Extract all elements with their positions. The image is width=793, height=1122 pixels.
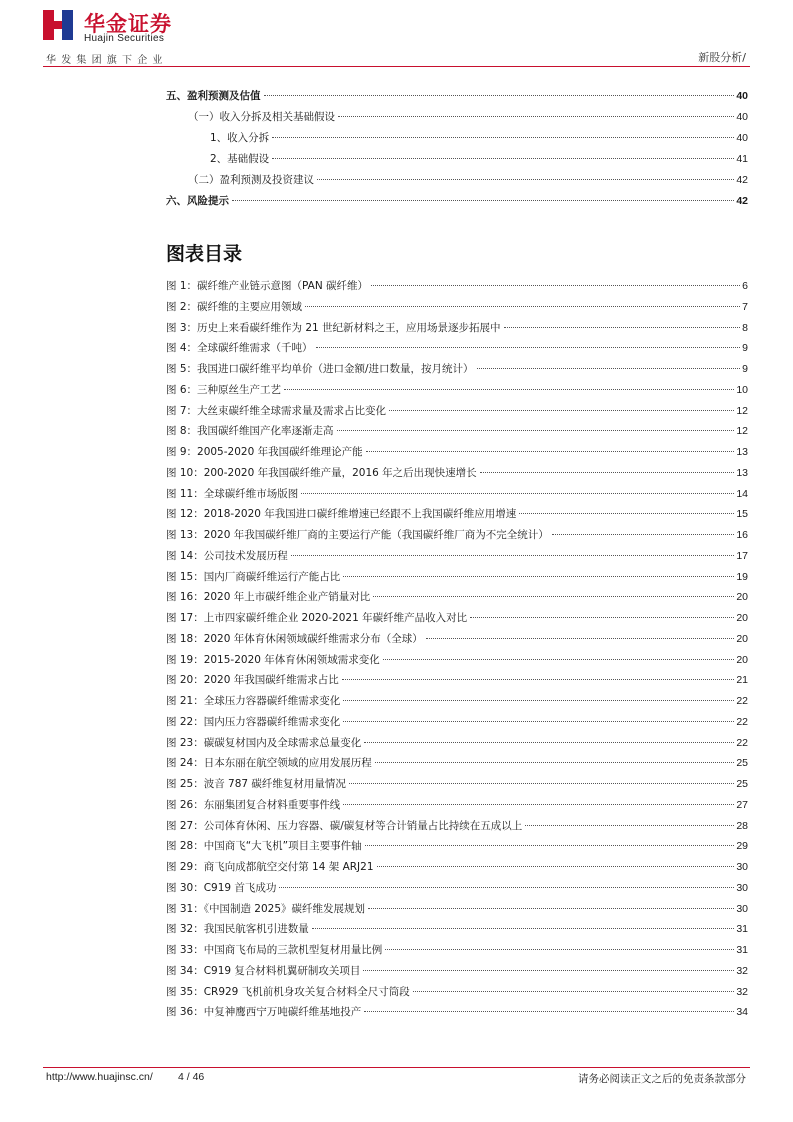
figure-entry-page: 6 [742, 280, 748, 292]
figure-entry-page: 20 [736, 591, 748, 604]
header-divider [43, 66, 750, 67]
figure-entry[interactable] [166, 567, 748, 588]
figure-entry[interactable] [166, 1002, 748, 1023]
dot-leader [343, 700, 734, 701]
dot-leader [363, 970, 734, 971]
dot-leader [232, 200, 734, 201]
dot-leader [504, 327, 741, 328]
figure-entry[interactable] [166, 712, 748, 733]
figure-entry-page: 32 [736, 964, 748, 977]
dot-leader [373, 596, 734, 597]
dot-leader [264, 95, 735, 96]
page-header [0, 0, 793, 70]
toc-entry-label: 六、风险提示 [166, 195, 229, 207]
figure-entry-label: 图 26：东丽集团复合材料重要事件线 [166, 798, 341, 811]
figure-entry-page: 7 [742, 300, 748, 313]
figure-entry-label: 图 15：国内厂商碳纤维运行产能占比 [166, 570, 341, 583]
toc-entry-label: （二）盈利预测及投资建议 [188, 174, 314, 186]
figure-entry-label: 图 2：碳纤维的主要应用领域 [166, 300, 303, 313]
dot-leader [470, 617, 734, 618]
figure-entry-page: 29 [736, 840, 748, 853]
dot-leader [272, 137, 734, 138]
figure-entry-label: 图 33：中国商飞布局的三款机型复材用量比例 [166, 944, 383, 956]
figure-entry-label: 图 12：2018-2020 年我国进口碳纤维增速已经跟不上我国碳纤维应用增速 [166, 508, 517, 521]
figure-entry-label: 图 24：日本东丽在航空领域的应用发展历程 [166, 757, 372, 770]
dot-leader [342, 679, 735, 680]
dot-leader [312, 928, 735, 929]
figure-entry-page: 31 [736, 944, 748, 956]
figure-entry-page: 12 [736, 404, 748, 417]
dot-leader [365, 845, 735, 846]
figure-entry[interactable] [166, 795, 748, 816]
figure-entry[interactable] [166, 318, 748, 339]
figure-entry[interactable] [166, 484, 748, 505]
figure-entry[interactable] [166, 940, 748, 961]
dot-leader [284, 389, 734, 390]
figure-entry-page: 9 [742, 363, 748, 375]
toc-entry-page: 40 [736, 111, 748, 123]
toc-entry[interactable] [166, 86, 748, 107]
toc-entry[interactable] [166, 107, 748, 128]
figure-entry-page: 20 [736, 612, 748, 624]
figure-entry-label: 图 32：我国民航客机引进数量 [166, 923, 309, 936]
toc-entry-page: 42 [736, 174, 748, 186]
page-indicator: 4 / 46 [178, 1071, 205, 1083]
figure-entry[interactable] [166, 961, 748, 982]
dot-leader [338, 116, 734, 117]
dot-leader [272, 158, 734, 159]
figure-entry[interactable] [166, 380, 748, 401]
figure-entry[interactable] [166, 608, 748, 629]
figure-entry-page: 17 [736, 549, 748, 562]
huajin-logo-icon [43, 10, 73, 40]
figure-entry[interactable] [166, 587, 748, 608]
figure-entry[interactable] [166, 276, 748, 297]
dot-leader [383, 659, 735, 660]
figure-entry-label: 图 6：三种原丝生产工艺 [166, 383, 282, 396]
figure-entry[interactable] [166, 650, 748, 671]
footer-url[interactable]: http://www.huajinsc.cn/ [46, 1071, 153, 1083]
figure-entry-page: 12 [736, 425, 748, 438]
figure-entry-label: 图 8：我国碳纤维国产化率逐渐走高 [166, 425, 334, 438]
figure-entry[interactable] [166, 836, 748, 857]
dot-leader [279, 887, 734, 888]
toc-entry-label: 1、收入分拆 [210, 132, 270, 144]
figure-entry[interactable] [166, 546, 748, 567]
dot-leader [377, 866, 735, 867]
figure-entry-label: 图 1：碳纤维产业链示意图（PAN 碳纤维） [166, 280, 369, 292]
figure-entry-page: 8 [742, 321, 748, 334]
figure-entry[interactable] [166, 899, 748, 920]
figure-entry-label: 图 23：碳碳复材国内及全球需求总量变化 [166, 736, 362, 749]
toc-entry-page: 41 [736, 153, 748, 165]
dot-leader [525, 825, 734, 826]
figure-entry[interactable] [166, 442, 748, 463]
figure-entry-page: 30 [736, 902, 748, 915]
figures-list-title: 图表目录 [166, 243, 243, 265]
figure-entry-label: 图 19：2015-2020 年体育休闲领域需求变化 [166, 653, 380, 666]
figure-entry-label: 图 27：公司体育休闲、压力容器、碳/碳复材等合计销量占比持续在五成以上 [166, 819, 523, 832]
figure-entry[interactable] [166, 504, 748, 525]
figure-entry-page: 15 [736, 508, 748, 521]
dot-leader [480, 472, 735, 473]
figure-entry-page: 22 [736, 715, 748, 728]
toc-entry[interactable] [166, 170, 748, 191]
dot-leader [371, 285, 740, 286]
dot-leader [316, 347, 741, 348]
figure-entry-label: 图 20：2020 年我国碳纤维需求占比 [166, 674, 339, 687]
footer-disclaimer: 请务必阅读正文之后的免责条款部分 [578, 1073, 746, 1085]
figure-entry[interactable] [166, 816, 748, 837]
figure-entry-label: 图 10：200-2020 年我国碳纤维产量，2016 年之后出现快速增长 [166, 466, 477, 479]
toc-entry-page: 40 [736, 132, 748, 144]
figure-entry-page: 30 [736, 861, 748, 873]
dot-leader [305, 306, 740, 307]
figure-entry-label: 图 13：2020 年我国碳纤维厂商的主要运行产能（我国碳纤维厂商为不完全统计） [166, 529, 549, 541]
company-name-cn: 华金证券 [84, 12, 172, 36]
figure-entry[interactable] [166, 691, 748, 712]
figure-entry-label: 图 30：C919 首飞成功 [166, 881, 277, 894]
toc-entry-label: （一）收入分拆及相关基础假设 [188, 111, 335, 123]
figure-entry-page: 31 [736, 923, 748, 936]
toc-entry[interactable] [166, 191, 748, 212]
figure-entry[interactable] [166, 982, 748, 1003]
figure-entry[interactable] [166, 359, 748, 380]
toc-entry-page: 40 [736, 90, 748, 102]
dot-leader [291, 555, 735, 556]
dot-leader [343, 576, 734, 577]
dot-leader [317, 179, 734, 180]
figure-entry-label: 图 21：全球压力容器碳纤维需求变化 [166, 695, 341, 707]
figure-entry[interactable] [166, 670, 748, 691]
figure-entry[interactable] [166, 753, 748, 774]
toc-entry[interactable] [166, 149, 748, 170]
figure-entry-label: 图 14：公司技术发展历程 [166, 549, 288, 562]
figure-entry-label: 图 28：中国商飞“大飞机”项目主要事件轴 [166, 840, 362, 853]
figure-entry-page: 32 [736, 985, 748, 998]
figure-entry-label: 图 7：大丝束碳纤维全球需求量及需求占比变化 [166, 404, 387, 417]
figure-entry-page: 10 [736, 383, 748, 396]
figure-entry-label: 图 34：C919 复合材料机翼研制攻关项目 [166, 964, 361, 977]
figure-entry-label: 图 25：波音 787 碳纤维复材用量情况 [166, 778, 346, 790]
dot-leader [385, 949, 734, 950]
dot-leader [368, 908, 734, 909]
figure-entry[interactable] [166, 338, 748, 359]
figure-entry-page: 34 [736, 1006, 748, 1019]
figure-entry-label: 图 17：上市四家碳纤维企业 2020-2021 年碳纤维产品收入对比 [166, 612, 468, 624]
dot-leader [375, 762, 735, 763]
report-type: 新股分析/ [698, 51, 746, 64]
table-of-contents [166, 86, 748, 212]
figure-entry-label: 图 35：CR929 飞机前机身攻关复合材料全尺寸筒段 [166, 985, 410, 998]
dot-leader [552, 534, 735, 535]
dot-leader [364, 1011, 734, 1012]
dot-leader [426, 638, 735, 639]
figure-entry-page: 25 [736, 757, 748, 770]
dot-leader [343, 721, 734, 722]
figure-entry-label: 图 18：2020 年体育休闲领域碳纤维需求分布（全球） [166, 632, 423, 645]
dot-leader [366, 451, 735, 452]
figure-entry-page: 21 [736, 674, 748, 687]
figure-entry[interactable] [166, 297, 748, 318]
figure-entry-page: 13 [736, 446, 748, 458]
figure-entry[interactable] [166, 525, 748, 546]
toc-entry[interactable] [166, 128, 748, 149]
toc-entry-label: 2、基础假设 [210, 153, 270, 165]
figure-entry[interactable] [166, 733, 748, 754]
footer-divider [43, 1067, 750, 1068]
figure-entry-page: 27 [736, 798, 748, 811]
figure-entry[interactable] [166, 878, 748, 899]
figure-entry-label: 图 9：2005-2020 年我国碳纤维理论产能 [166, 446, 363, 458]
company-name-en: Huajin Securities [84, 33, 165, 44]
figure-entry[interactable] [166, 463, 748, 484]
figure-entry-label: 图 11：全球碳纤维市场版图 [166, 487, 299, 500]
figure-entry-page: 19 [736, 570, 748, 583]
figure-entry-label: 图 3：历史上来看碳纤维作为 21 世纪新材料之王，应用场景逐步拓展中 [166, 321, 501, 334]
toc-entry-label: 五、盈利预测及估值 [166, 90, 261, 102]
figures-list [166, 276, 748, 1023]
figure-entry-page: 30 [736, 881, 748, 894]
dot-leader [389, 410, 734, 411]
figure-entry-page: 25 [736, 778, 748, 790]
figure-entry[interactable] [166, 421, 748, 442]
figure-entry-label: 图 4：全球碳纤维需求（千吨） [166, 342, 313, 355]
figure-entry[interactable] [166, 857, 748, 878]
figure-entry[interactable] [166, 774, 748, 795]
figure-entry-page: 16 [736, 529, 748, 541]
figure-entry-label: 图 5：我国进口碳纤维平均单价（进口金额/进口数量，按月统计） [166, 363, 474, 375]
figure-entry-page: 13 [736, 466, 748, 479]
figure-entry-page: 20 [736, 632, 748, 645]
figure-entry-page: 28 [736, 819, 748, 832]
dot-leader [349, 783, 734, 784]
figure-entry-label: 图 31：《中国制造 2025》碳纤维发展规划 [166, 902, 366, 915]
figure-entry[interactable] [166, 401, 748, 422]
figure-entry-page: 14 [736, 487, 748, 500]
figure-entry[interactable] [166, 629, 748, 650]
toc-entry-page: 42 [736, 195, 748, 207]
figure-entry-page: 22 [736, 695, 748, 707]
dot-leader [301, 493, 734, 494]
figure-entry[interactable] [166, 919, 748, 940]
dot-leader [364, 742, 734, 743]
dot-leader [413, 991, 735, 992]
figure-entry-label: 图 36：中复神鹰西宁万吨碳纤维基地投产 [166, 1006, 362, 1019]
figure-entry-page: 22 [736, 736, 748, 749]
company-slogan: 华发集团旗下企业 [46, 55, 168, 66]
dot-leader [343, 804, 734, 805]
dot-leader [337, 430, 735, 431]
dot-leader [519, 513, 734, 514]
figure-entry-label: 图 29：商飞向成都航空交付第 14 架 ARJ21 [166, 861, 374, 873]
figure-entry-page: 9 [742, 342, 748, 355]
figure-entry-page: 20 [736, 653, 748, 666]
figure-entry-label: 图 16：2020 年上市碳纤维企业产销量对比 [166, 591, 371, 604]
dot-leader [477, 368, 741, 369]
figure-entry-label: 图 22：国内压力容器碳纤维需求变化 [166, 715, 341, 728]
